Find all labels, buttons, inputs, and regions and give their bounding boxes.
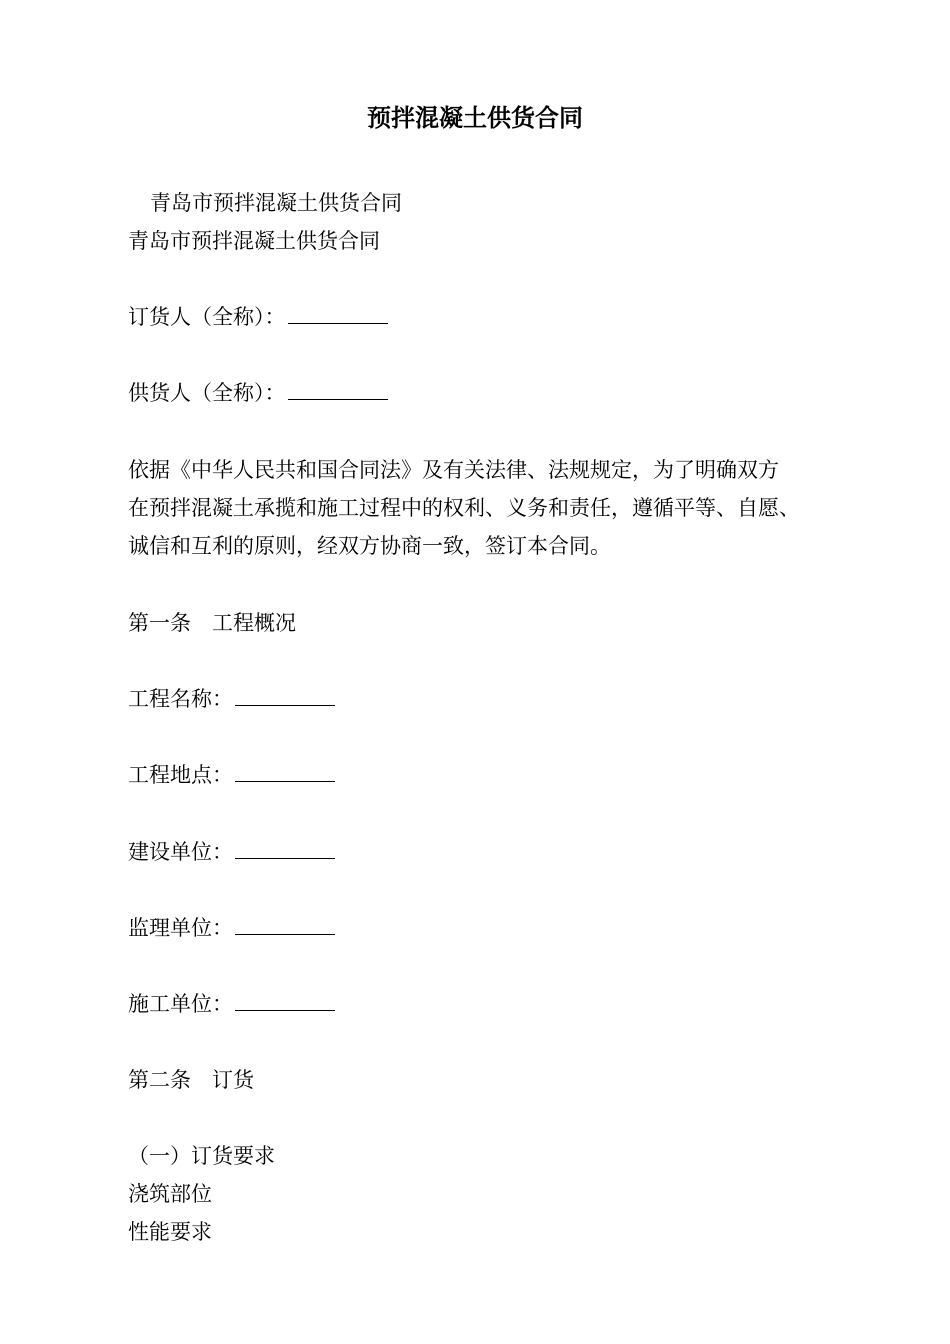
article-1-heading: 第一条 工程概况 [128, 611, 296, 635]
preamble-line-2: 在预拌混凝土承揽和施工过程中的权利、义务和责任，遵循平等、自愿、 [128, 496, 800, 520]
preamble-line-3: 诚信和互利的原则，经双方协商一致，签订本合同。 [128, 534, 611, 558]
supplier-label: 供货人（全称）： [128, 381, 286, 405]
project-name-field [128, 680, 335, 718]
supervision-unit-label: 监理单位： [128, 916, 233, 940]
supplier-field [128, 374, 388, 412]
project-location-blank [235, 759, 335, 782]
pouring-position-label: 浇筑部位 [128, 1182, 212, 1206]
article-2-heading: 第二条 订货 [128, 1068, 254, 1092]
subtitle-line-1: 青岛市预拌混凝土供货合同 [150, 191, 402, 215]
project-location-field [128, 756, 335, 794]
orderer-label: 订货人（全称）： [128, 305, 286, 329]
orderer-field [128, 298, 388, 336]
construction-unit-blank [235, 836, 335, 859]
orderer-blank [288, 301, 388, 324]
preamble-line-1: 依据《中华人民共和国合同法》及有关法律、法规规定，为了明确双方 [128, 458, 779, 482]
project-location-label: 工程地点： [128, 763, 233, 787]
supervision-unit-field [128, 909, 335, 947]
construction-unit-label: 建设单位： [128, 840, 233, 864]
document-title: 预拌混凝土供货合同 [367, 104, 583, 132]
builder-unit-label: 施工单位： [128, 992, 233, 1016]
project-name-blank [235, 683, 335, 706]
builder-unit-field [128, 985, 335, 1023]
supplier-blank [288, 377, 388, 400]
construction-unit-field [128, 833, 335, 871]
performance-requirements-label: 性能要求 [128, 1220, 212, 1244]
project-name-label: 工程名称： [128, 687, 233, 711]
order-requirements-heading: （一）订货要求 [128, 1144, 275, 1168]
subtitle-line-2: 青岛市预拌混凝土供货合同 [128, 229, 380, 253]
builder-unit-blank [235, 988, 335, 1011]
supervision-unit-blank [235, 912, 335, 935]
